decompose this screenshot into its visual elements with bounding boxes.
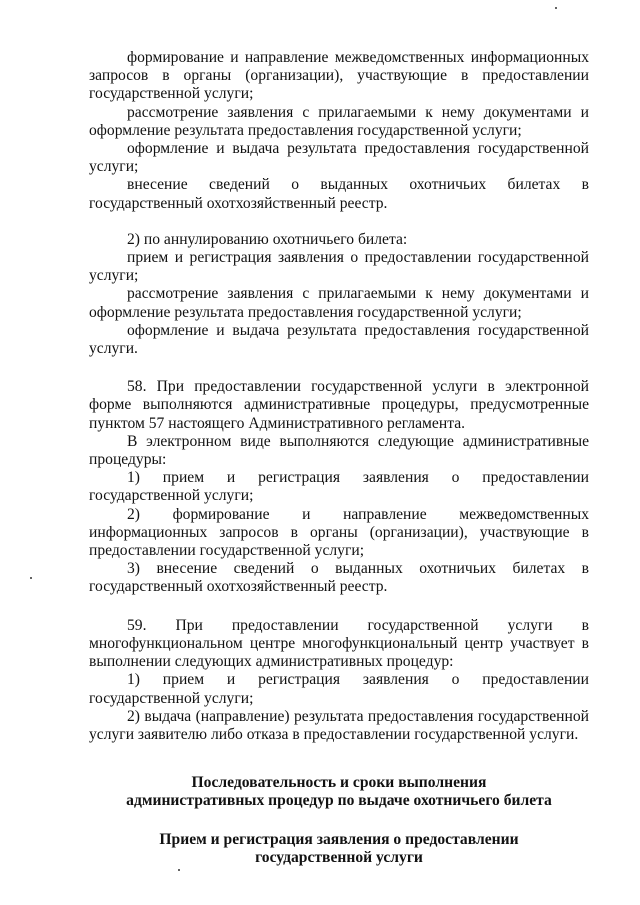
paragraph: В электронном виде выполняются следующие административные процедуры: — [89, 432, 589, 469]
heading-line: Прием и регистрация заявления о предоставлении — [159, 830, 519, 848]
paragraph: рассмотрение заявления с прилагаемыми к нему документами и оформление результата предоставления государственной услуги; — [89, 103, 589, 139]
paragraph: 1) прием и регистрация заявления о предоставлении государственной услуги; — [89, 469, 589, 505]
paragraph: оформление и выдача результата предоставления государственной услуги. — [89, 321, 589, 358]
heading-line: государственной услуги — [255, 848, 423, 866]
scan-speck — [555, 7, 557, 9]
subsection-heading — [89, 831, 589, 867]
paragraph: 2) по аннулированию охотничьего билета: — [127, 230, 408, 248]
heading-line: Последовательность и сроки выполнения — [191, 774, 487, 792]
paragraph: 3) внесение сведений о выданных охотничьих билетах в государственный охотхозяйственный реестр. — [89, 560, 589, 596]
procedure-list-issue — [89, 49, 589, 213]
scan-speck — [178, 869, 180, 871]
paragraph: внесение сведений о выданных охотничьих билетах в государственный охотхозяйственный реестр. — [89, 176, 589, 212]
document-body — [89, 49, 589, 867]
procedure-list-annul — [89, 231, 589, 358]
paragraph: рассмотрение заявления с прилагаемыми к нему документами и оформление результата предоставления государственной услуги; — [89, 285, 589, 321]
clause-59 — [89, 617, 589, 744]
paragraph: 1) прием и регистрация заявления о предоставлении государственной услуги; — [89, 671, 589, 707]
paragraph: прием и регистрация заявления о предоставлении государственной услуги; — [89, 249, 589, 285]
paragraph: 59. При предоставлении государственной услуги в многофункциональном центре многофункциональный центр участвует в выполнении следующих административных процедур: — [89, 616, 589, 671]
paragraph: 58. При предоставлении государственной услуги в электронной форме выполняются административные процедуры, предусмотренные пунктом 57 настоящего Административного регламента. — [89, 378, 589, 432]
paragraph: 2) формирование и направление межведомственных информационных запросов в органы (организации), участвующие в предоставлении государственной услуги; — [89, 505, 589, 560]
paragraph: 2) выдача (направление) результата предоставления государственной услуги заявителю либо отказа в предоставлении государственной услуги. — [89, 707, 589, 743]
scan-speck — [30, 577, 32, 579]
heading-line: административных процедур по выдаче охотничьего билета — [126, 792, 552, 810]
clause-58 — [89, 378, 589, 596]
paragraph: оформление и выдача результата предоставления государственной услуги; — [89, 140, 589, 176]
section-heading — [89, 774, 589, 810]
paragraph: формирование и направление межведомственных информационных запросов в органы (организации), участвующие в предоставлении государственной услуги; — [89, 49, 589, 103]
